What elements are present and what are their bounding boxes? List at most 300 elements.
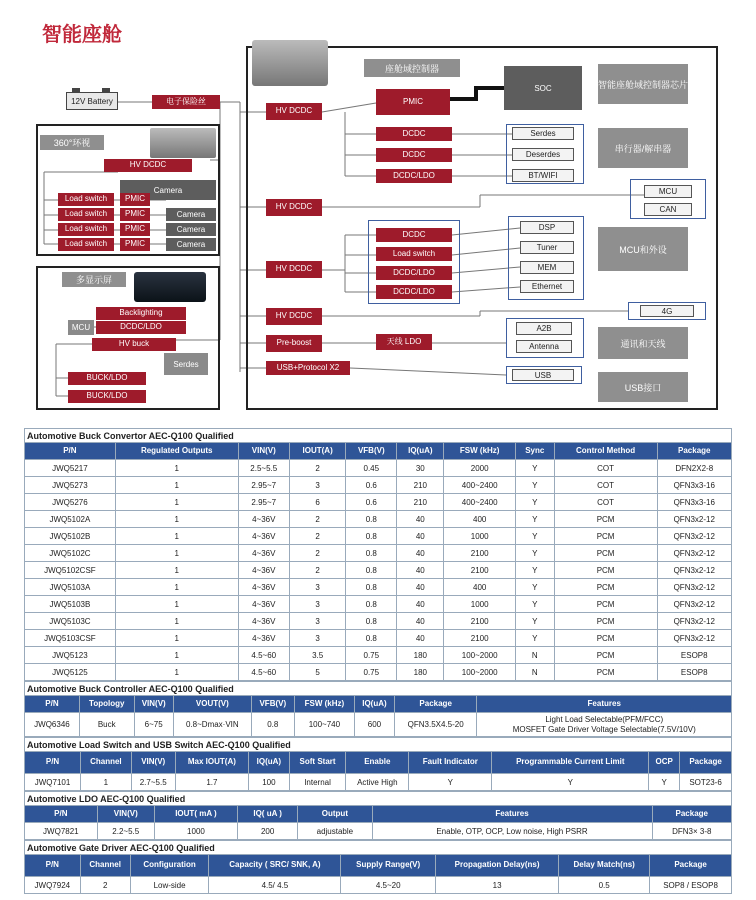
gate-driver-table bbox=[24, 840, 732, 894]
table-cell: 100 bbox=[249, 774, 290, 791]
column-header: IQ(uA) bbox=[355, 696, 395, 713]
table-cell: 210 bbox=[397, 494, 444, 511]
table-cell: 4~36V bbox=[238, 562, 289, 579]
table-cell: 2000 bbox=[444, 460, 516, 477]
battery-terminal-icon bbox=[102, 88, 110, 92]
table-cell: 6~75 bbox=[134, 713, 173, 737]
table-cell: Y bbox=[409, 774, 492, 791]
table-cell: JWQ5102CSF bbox=[25, 562, 116, 579]
table-cell: 0.8 bbox=[346, 596, 397, 613]
pmic-2: PMIC bbox=[120, 208, 150, 221]
table-cell: PCM bbox=[554, 630, 657, 647]
table-cell: 400~2400 bbox=[444, 494, 516, 511]
table-cell: 4~36V bbox=[238, 528, 289, 545]
column-header: VIN(V) bbox=[238, 443, 289, 460]
table-row bbox=[25, 596, 732, 613]
table-cell: 4~36V bbox=[238, 511, 289, 528]
table-cell: 1 bbox=[115, 460, 238, 477]
table-cell: 40 bbox=[397, 562, 444, 579]
table-cell: 4~36V bbox=[238, 613, 289, 630]
table-cell: 1000 bbox=[444, 528, 516, 545]
load-switch-1: Load switch bbox=[58, 193, 114, 206]
efuse-block: 电子保险丝 bbox=[152, 95, 220, 109]
table-cell: PCM bbox=[554, 647, 657, 664]
display-mcu: MCU bbox=[68, 320, 94, 335]
table-cell: 0.45 bbox=[346, 460, 397, 477]
table-cell: Y bbox=[515, 562, 554, 579]
table-cell: QFN3x2-12 bbox=[657, 562, 731, 579]
table-cell: 0.6 bbox=[346, 494, 397, 511]
table-cell: Y bbox=[515, 460, 554, 477]
table-cell: 100~2000 bbox=[444, 647, 516, 664]
table-cell: DFN2X2-8 bbox=[657, 460, 731, 477]
table-cell: PCM bbox=[554, 664, 657, 681]
column-header: IQ(uA) bbox=[397, 443, 444, 460]
table-cell: 2.5~5.5 bbox=[238, 460, 289, 477]
table-cell: COT bbox=[554, 477, 657, 494]
column-header: VIN(V) bbox=[134, 696, 173, 713]
table-cell: Internal bbox=[289, 774, 346, 791]
table-cell: 3 bbox=[289, 630, 346, 647]
column-header: IOUT(A) bbox=[289, 443, 346, 460]
table-cell: 40 bbox=[397, 630, 444, 647]
table-cell: 0.8 bbox=[346, 579, 397, 596]
table-cell: 40 bbox=[397, 596, 444, 613]
column-header: Package bbox=[652, 806, 731, 823]
table-cell: QFN3x2-12 bbox=[657, 545, 731, 562]
table-cell: 0.8 bbox=[346, 511, 397, 528]
usb-block: USB bbox=[512, 369, 574, 381]
table-cell: JWQ5103A bbox=[25, 579, 116, 596]
dcdc-ldo-1: DCDC/LDO bbox=[376, 169, 452, 183]
buck-controller-table bbox=[24, 681, 732, 737]
tuner-block: Tuner bbox=[520, 241, 574, 254]
table-cell: PCM bbox=[554, 613, 657, 630]
table-cell: JWQ5103CSF bbox=[25, 630, 116, 647]
table-cell: 3 bbox=[289, 579, 346, 596]
mem-block: MEM bbox=[520, 261, 574, 274]
column-header: VIN(V) bbox=[97, 806, 154, 823]
camera-4: Camera bbox=[166, 238, 216, 251]
a2b-block: A2B bbox=[516, 322, 572, 335]
serdes-block: Serdes bbox=[512, 127, 574, 140]
table-cell: 6 bbox=[289, 494, 346, 511]
table-row bbox=[25, 460, 732, 477]
pmic-3: PMIC bbox=[120, 223, 150, 236]
category-comm: 通讯和天线 bbox=[598, 327, 688, 359]
column-header: IQ(uA) bbox=[249, 752, 290, 774]
table-cell: N bbox=[515, 647, 554, 664]
table-cell: JWQ7924 bbox=[25, 877, 81, 894]
table-cell: 400 bbox=[444, 511, 516, 528]
table-cell: QFN3x2-12 bbox=[657, 596, 731, 613]
table-cell: 2 bbox=[289, 511, 346, 528]
load-switch-4: Load switch bbox=[58, 238, 114, 251]
table-cell: 0.8 bbox=[346, 528, 397, 545]
column-header: IOUT( mA ) bbox=[154, 806, 237, 823]
table-cell: 13 bbox=[435, 877, 558, 894]
category-mcu: MCU和外设 bbox=[598, 227, 688, 271]
table-cell: 2100 bbox=[444, 562, 516, 579]
table-cell: QFN3x2-12 bbox=[657, 613, 731, 630]
table-cell: 40 bbox=[397, 545, 444, 562]
table-cell: Y bbox=[515, 630, 554, 647]
table-cell: 0.8 bbox=[251, 713, 294, 737]
table-cell: 600 bbox=[355, 713, 395, 737]
antenna-ldo-block: 天线 LDO bbox=[376, 334, 432, 350]
table-cell: PCM bbox=[554, 545, 657, 562]
column-header: FSW (kHz) bbox=[444, 443, 516, 460]
table-cell: 2 bbox=[289, 528, 346, 545]
table-cell: 1 bbox=[115, 545, 238, 562]
bt-wifi-block: BT/WIFI bbox=[512, 169, 574, 182]
backlighting-block: Backlighting bbox=[96, 307, 186, 320]
column-header: Supply Range(V) bbox=[341, 855, 436, 877]
column-header: VFB(V) bbox=[251, 696, 294, 713]
table-cell: QFN3.5X4.5-20 bbox=[394, 713, 477, 737]
table-cell: adjustable bbox=[298, 823, 372, 840]
table-cell: 3 bbox=[289, 613, 346, 630]
load-switch-2: Load switch bbox=[58, 208, 114, 221]
column-header: Soft Start bbox=[289, 752, 346, 774]
column-header: OCP bbox=[649, 752, 680, 774]
table-cell: 100~740 bbox=[294, 713, 354, 737]
table-cell: PCM bbox=[554, 596, 657, 613]
column-header: Control Method bbox=[554, 443, 657, 460]
table-cell: SOP8 / ESOP8 bbox=[650, 877, 732, 894]
table-cell: Active High bbox=[346, 774, 409, 791]
table-cell: Buck bbox=[79, 713, 134, 737]
table-cell: 1 bbox=[115, 477, 238, 494]
table-cell: 180 bbox=[397, 647, 444, 664]
table-row bbox=[25, 477, 732, 494]
table-cell: 0.8 bbox=[346, 613, 397, 630]
column-header: P/N bbox=[25, 752, 81, 774]
buck-converter-section: Automotive Buck Convertor AEC-Q100 Qualified bbox=[25, 429, 732, 443]
table-cell: JWQ5102B bbox=[25, 528, 116, 545]
column-header: Channel bbox=[81, 752, 132, 774]
pmic-4: PMIC bbox=[120, 238, 150, 251]
column-header: Package bbox=[394, 696, 477, 713]
column-header: P/N bbox=[25, 806, 98, 823]
table-cell: 2100 bbox=[444, 630, 516, 647]
table-cell: 1000 bbox=[444, 596, 516, 613]
table-cell: 4.5~20 bbox=[341, 877, 436, 894]
dcdc-ldo-2: DCDC/LDO bbox=[376, 266, 452, 280]
column-header: Features bbox=[477, 696, 732, 713]
battery-block bbox=[66, 92, 118, 110]
column-header: Delay Match(ns) bbox=[559, 855, 650, 877]
table-cell: PCM bbox=[554, 579, 657, 596]
table-cell: Y bbox=[515, 511, 554, 528]
table-cell: COT bbox=[554, 494, 657, 511]
column-header: Regulated Outputs bbox=[115, 443, 238, 460]
surround-camera-block: Camera bbox=[120, 180, 216, 200]
buck-ldo-2: BUCK/LDO bbox=[68, 390, 146, 403]
table-cell: Y bbox=[515, 613, 554, 630]
table-cell: JWQ6346 bbox=[25, 713, 80, 737]
surround-view-title: 360°环视 bbox=[40, 135, 104, 150]
table-cell: PCM bbox=[554, 511, 657, 528]
table-cell: 4~36V bbox=[238, 545, 289, 562]
column-header: VFB(V) bbox=[346, 443, 397, 460]
table-cell: 40 bbox=[397, 511, 444, 528]
table-cell: 1 bbox=[115, 647, 238, 664]
table-cell: SOT23-6 bbox=[680, 774, 732, 791]
table-cell: 400 bbox=[444, 579, 516, 596]
hv-dcdc-1: HV DCDC bbox=[266, 103, 322, 120]
table-cell: JWQ7101 bbox=[25, 774, 81, 791]
table-cell: 210 bbox=[397, 477, 444, 494]
table-cell: JWQ5273 bbox=[25, 477, 116, 494]
spec-tables bbox=[24, 428, 732, 894]
table-cell: 1000 bbox=[154, 823, 237, 840]
load-switch-section: Automotive Load Switch and USB Switch AEC-Q100 Qualified bbox=[25, 738, 732, 752]
table-cell: DFN3× 3-8 bbox=[652, 823, 731, 840]
table-cell: 200 bbox=[238, 823, 298, 840]
camera-2: Camera bbox=[166, 208, 216, 221]
category-serdes: 串行器/解串器 bbox=[598, 128, 688, 168]
table-row bbox=[25, 579, 732, 596]
table-cell: 2.95~7 bbox=[238, 477, 289, 494]
column-header: Topology bbox=[79, 696, 134, 713]
table-cell: Y bbox=[515, 596, 554, 613]
table-cell: 1 bbox=[115, 528, 238, 545]
table-cell: 2 bbox=[289, 562, 346, 579]
table-cell: 2 bbox=[289, 460, 346, 477]
table-cell: JWQ5217 bbox=[25, 460, 116, 477]
table-cell: 180 bbox=[397, 664, 444, 681]
table-cell: 1 bbox=[115, 630, 238, 647]
column-header: P/N bbox=[25, 443, 116, 460]
feature-line: Light Load Selectable(PFM/FCC) bbox=[545, 714, 664, 724]
table-cell: 4~36V bbox=[238, 579, 289, 596]
table-cell: N bbox=[515, 664, 554, 681]
table-cell: 40 bbox=[397, 579, 444, 596]
table-cell: 2 bbox=[289, 545, 346, 562]
table-cell: JWQ5103B bbox=[25, 596, 116, 613]
table-cell: 0.75 bbox=[346, 647, 397, 664]
table-cell: QFN3x2-12 bbox=[657, 528, 731, 545]
table-cell: 2.2~5.5 bbox=[97, 823, 154, 840]
table-cell: 30 bbox=[397, 460, 444, 477]
hv-buck-block: HV buck bbox=[92, 338, 176, 351]
column-header: FSW (kHz) bbox=[294, 696, 354, 713]
mcu-block: MCU bbox=[644, 185, 692, 198]
dcdc-2: DCDC bbox=[376, 148, 452, 162]
table-cell: 2.7~5.5 bbox=[131, 774, 175, 791]
category-usb: USB接口 bbox=[598, 372, 688, 402]
ldo-section: Automotive LDO AEC-Q100 Qualified bbox=[25, 792, 732, 806]
table-cell: QFN3x2-12 bbox=[657, 630, 731, 647]
table-cell: PCM bbox=[554, 528, 657, 545]
table-cell: 100~2000 bbox=[444, 664, 516, 681]
usb-protocol-block: USB+Protocol X2 bbox=[266, 361, 350, 375]
table-cell: JWQ5125 bbox=[25, 664, 116, 681]
column-header: Channel bbox=[80, 855, 130, 877]
pmic-1: PMIC bbox=[120, 193, 150, 206]
table-cell: 1 bbox=[115, 511, 238, 528]
feature-line: MOSFET Gate Driver Voltage Selectable(7.5V/10V) bbox=[512, 724, 696, 734]
table-row bbox=[25, 511, 732, 528]
table-cell: Low-side bbox=[130, 877, 209, 894]
table-cell: QFN3x3-16 bbox=[657, 494, 731, 511]
table-cell: Y bbox=[515, 545, 554, 562]
antenna-block: Antenna bbox=[516, 340, 572, 353]
table-cell: 0.5 bbox=[559, 877, 650, 894]
multi-display-title: 多显示屏 bbox=[62, 272, 126, 287]
column-header: Max IOUT(A) bbox=[175, 752, 248, 774]
table-row bbox=[25, 664, 732, 681]
display-image bbox=[134, 272, 206, 302]
camera-3: Camera bbox=[166, 223, 216, 236]
table-cell: 0.8~Dmax·VIN bbox=[173, 713, 251, 737]
column-header: Package bbox=[680, 752, 732, 774]
table-cell: JWQ5276 bbox=[25, 494, 116, 511]
buck-ldo-1: BUCK/LDO bbox=[68, 372, 146, 385]
features-cell bbox=[477, 713, 732, 737]
table-cell: Y bbox=[515, 477, 554, 494]
ethernet-block: Ethernet bbox=[520, 280, 574, 293]
table-cell: 4.5/ 4.5 bbox=[209, 877, 341, 894]
table-cell: 0.8 bbox=[346, 545, 397, 562]
table-cell: 4~36V bbox=[238, 630, 289, 647]
table-cell: ESOP8 bbox=[657, 664, 731, 681]
display-dcdc-ldo: DCDC/LDO bbox=[96, 321, 186, 334]
category-soc: 智能座舱域控制器芯片 bbox=[598, 64, 688, 104]
table-row bbox=[25, 613, 732, 630]
table-cell: 400~2400 bbox=[444, 477, 516, 494]
table-cell: 0.8 bbox=[346, 562, 397, 579]
column-header: Programmable Current Limit bbox=[492, 752, 649, 774]
surround-hv-dcdc: HV DCDC bbox=[104, 159, 192, 172]
load-switch-table bbox=[24, 737, 732, 791]
can-block: CAN bbox=[644, 203, 692, 216]
table-cell: 1 bbox=[115, 494, 238, 511]
table-cell: Y bbox=[515, 528, 554, 545]
table-cell: JWQ5103C bbox=[25, 613, 116, 630]
table-cell: PCM bbox=[554, 562, 657, 579]
table-row bbox=[25, 562, 732, 579]
column-header: Enable bbox=[346, 752, 409, 774]
hv-dcdc-2: HV DCDC bbox=[266, 199, 322, 216]
column-header: Package bbox=[650, 855, 732, 877]
page-title: 智能座舱 bbox=[42, 22, 122, 46]
table-cell: 1 bbox=[115, 613, 238, 630]
dcdc-1: DCDC bbox=[376, 127, 452, 141]
gate-driver-section: Automotive Gate Driver AEC-Q100 Qualified bbox=[25, 841, 732, 855]
column-header: VIN(V) bbox=[131, 752, 175, 774]
table-cell: 1 bbox=[81, 774, 132, 791]
table-cell: 1 bbox=[115, 562, 238, 579]
table-cell: ESOP8 bbox=[657, 647, 731, 664]
deserdes-block: Deserdes bbox=[512, 148, 574, 161]
table-row bbox=[25, 630, 732, 647]
table-cell: QFN3x3-16 bbox=[657, 477, 731, 494]
table-cell: 0.75 bbox=[346, 664, 397, 681]
table-cell: 0.6 bbox=[346, 477, 397, 494]
table-cell: Y bbox=[649, 774, 680, 791]
controller-pmic: PMIC bbox=[376, 89, 450, 115]
table-cell: 2.95~7 bbox=[238, 494, 289, 511]
table-cell: JWQ7821 bbox=[25, 823, 98, 840]
dcdc-3: DCDC bbox=[376, 228, 452, 242]
buck-controller-section: Automotive Buck Controller AEC-Q100 Qualified bbox=[25, 682, 732, 696]
table-cell: 40 bbox=[397, 613, 444, 630]
table-cell: 2100 bbox=[444, 545, 516, 562]
g4-block: 4G bbox=[640, 305, 694, 317]
table-cell: 3.5 bbox=[289, 647, 346, 664]
table-cell: JWQ5102A bbox=[25, 511, 116, 528]
column-header: P/N bbox=[25, 696, 80, 713]
table-cell: 2 bbox=[80, 877, 130, 894]
column-header: Propagation Delay(ns) bbox=[435, 855, 558, 877]
table-cell: 3 bbox=[289, 596, 346, 613]
battery-terminal-icon bbox=[72, 88, 80, 92]
table-cell: JWQ5123 bbox=[25, 647, 116, 664]
column-header: Capacity ( SRC/ SNK, A) bbox=[209, 855, 341, 877]
controller-image bbox=[252, 40, 328, 86]
table-row bbox=[25, 545, 732, 562]
dsp-block: DSP bbox=[520, 221, 574, 234]
table-cell: 3 bbox=[289, 477, 346, 494]
domain-controller-title: 座舱域控制器 bbox=[364, 59, 460, 77]
table-row bbox=[25, 494, 732, 511]
table-cell: 1 bbox=[115, 579, 238, 596]
table-cell: COT bbox=[554, 460, 657, 477]
load-switch-ctrl: Load switch bbox=[376, 247, 452, 261]
dcdc-ldo-3: DCDC/LDO bbox=[376, 285, 452, 299]
table-row bbox=[25, 647, 732, 664]
table-cell: Y bbox=[492, 774, 649, 791]
table-cell: QFN3x2-12 bbox=[657, 511, 731, 528]
buck-converter-table bbox=[24, 428, 732, 681]
column-header: Sync bbox=[515, 443, 554, 460]
hv-dcdc-4: HV DCDC bbox=[266, 308, 322, 325]
table-row bbox=[25, 528, 732, 545]
table-cell: Enable, OTP, OCP, Low noise, High PSRR bbox=[372, 823, 652, 840]
column-header: Fault Indicator bbox=[409, 752, 492, 774]
table-cell: 1.7 bbox=[175, 774, 248, 791]
table-cell: 5 bbox=[289, 664, 346, 681]
column-header: IQ( uA ) bbox=[238, 806, 298, 823]
table-cell: 4.5~60 bbox=[238, 664, 289, 681]
table-cell: Y bbox=[515, 494, 554, 511]
table-cell: 1 bbox=[115, 596, 238, 613]
battery-label: 12V Battery bbox=[71, 96, 113, 106]
load-switch-3: Load switch bbox=[58, 223, 114, 236]
table-cell: QFN3x2-12 bbox=[657, 579, 731, 596]
soc-block: SOC bbox=[504, 66, 582, 110]
table-cell: 4.5~60 bbox=[238, 647, 289, 664]
table-cell: 40 bbox=[397, 528, 444, 545]
ldo-table bbox=[24, 791, 732, 840]
table-cell: 0.8 bbox=[346, 630, 397, 647]
column-header: VOUT(V) bbox=[173, 696, 251, 713]
column-header: Output bbox=[298, 806, 372, 823]
table-cell: JWQ5102C bbox=[25, 545, 116, 562]
table-cell: 4~36V bbox=[238, 596, 289, 613]
surround-camera-image bbox=[150, 128, 216, 158]
column-header: Features bbox=[372, 806, 652, 823]
column-header: P/N bbox=[25, 855, 81, 877]
column-header: Package bbox=[657, 443, 731, 460]
pre-boost-block: Pre-boost bbox=[266, 335, 322, 352]
hv-dcdc-3: HV DCDC bbox=[266, 261, 322, 278]
column-header: Configuration bbox=[130, 855, 209, 877]
display-serdes: Serdes bbox=[164, 353, 208, 375]
table-cell: 2100 bbox=[444, 613, 516, 630]
